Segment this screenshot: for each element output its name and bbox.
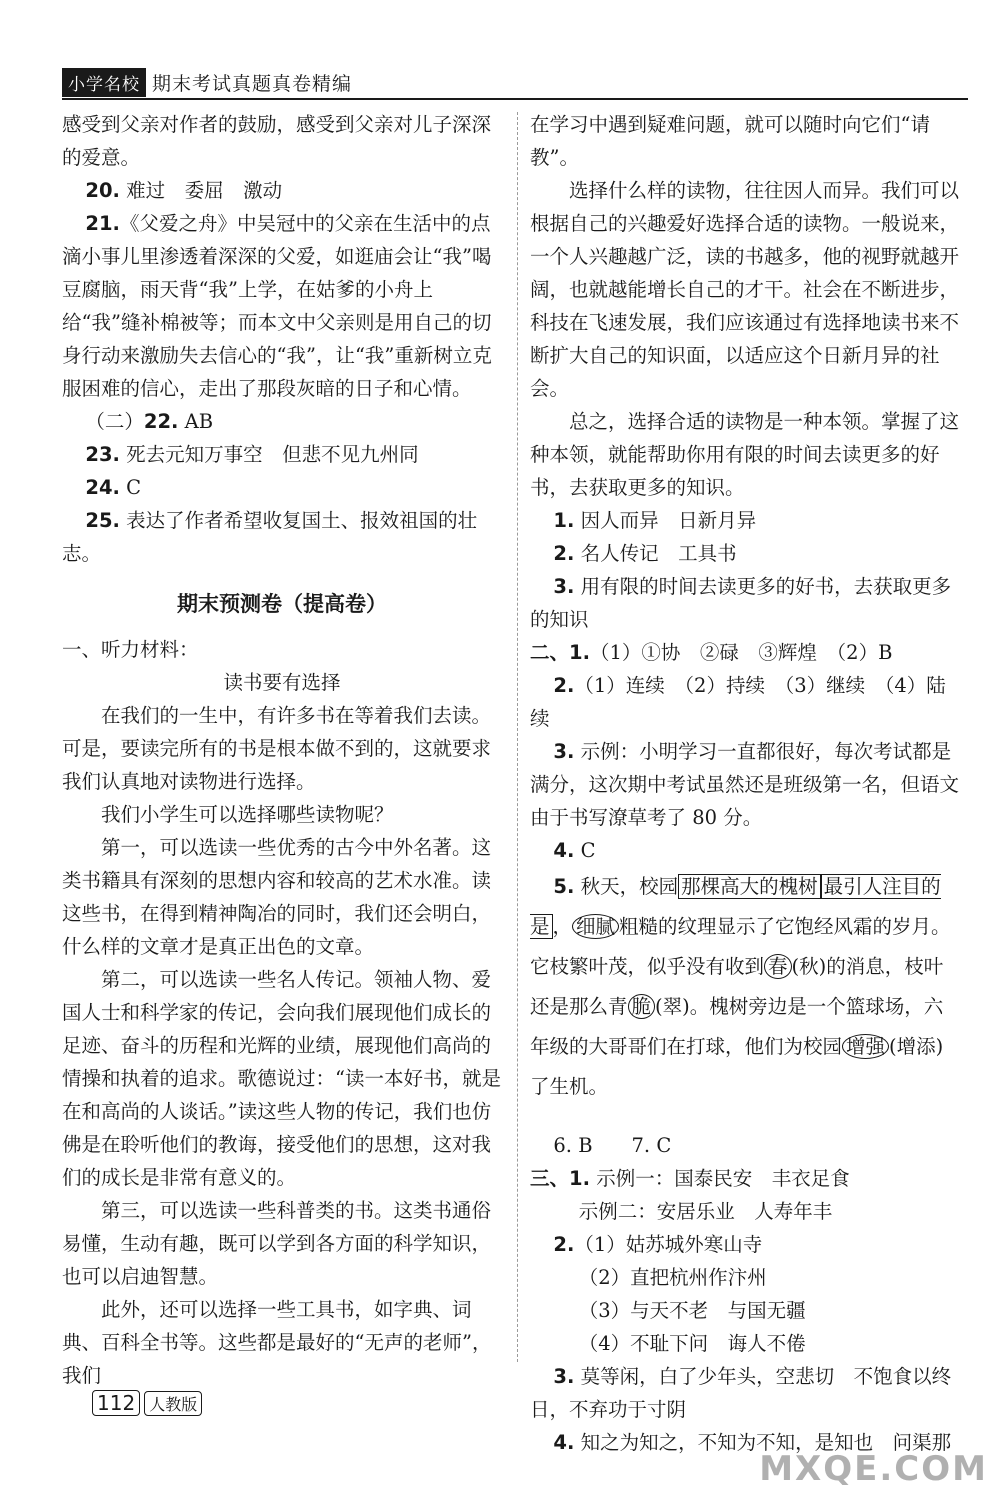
correction-insert: 翠 — [662, 995, 683, 1018]
passage-paragraph: 此外，还可以选择一些工具书，如字典、词典、百科全书等。这些都是最好的“无声的老师”，我们 — [62, 1298, 492, 1387]
page-header — [62, 68, 352, 96]
passage-paragraph: 总之，选择合适的读物是一种本领。掌握了这种本领，就能帮助你用有限的时间去读更多的好书，去获取更多的知识。 — [530, 410, 960, 499]
left-column — [62, 108, 502, 1392]
section-title: 期末预测卷（提高卷） — [177, 592, 387, 616]
column-divider — [517, 112, 518, 1362]
marked-phrase: 那棵高大的槐树 — [678, 874, 821, 899]
answer-21: 21.《父爱之舟》中吴冠中的父亲在生活中的点滴小事儿里渗透着深深的父爱，如逛庙会让“我”喝豆腐脑，雨天背“我”上学，在姑爹的小舟上给“我”缝补棉被等；而本文中父亲则是用自己的切身行动来激励失去信心的“我”，让“我”重新树立克服困难的信心，走出了那段灰暗的日子和心情。 — [62, 212, 492, 400]
corrected-word: 脆 — [628, 994, 656, 1019]
passage-paragraph: 第二，可以选读一些名人传记。领袖人物、爱国人士和科学家的传记，会向我们展现他们成长的足迹、奋斗的历程和光辉的业绩，展现他们高尚的情操和执着的追求。歌德说过：“读一本好书，就是在和高尚的人谈话。”读这些人物的传记，我们也仿佛是在聆听他们的教诲，接受他们的思想，这对我们的成长是非常有意义的。 — [62, 968, 501, 1189]
answer-a2: 2. 名人传记 工具书 — [553, 542, 737, 565]
watermark: MXQE.COM — [759, 1449, 988, 1489]
correction-insert: 秋 — [799, 955, 819, 978]
answer-b4: 4. C — [553, 839, 596, 862]
part-label: 一、听力材料： — [62, 638, 199, 661]
answer-c2-line: （4）不耻下问 诲人不倦 — [578, 1332, 806, 1355]
passage-paragraph: 第三，可以选读一些科普类的书。这类书通俗易懂，生动有趣，既可以学到各方面的科学知识，也可以启迪智慧。 — [62, 1199, 492, 1288]
edition-badge: 人教版 — [144, 1391, 202, 1416]
answer-text: 的爱意。 — [62, 146, 141, 169]
passage-paragraph: 我们小学生可以选择哪些读物呢？ — [101, 803, 394, 826]
answer-22: （二）22. AB — [85, 410, 214, 433]
correction-insert: 增添 — [896, 1035, 936, 1058]
passage-paragraph: 在我们的一生中，有许多书在等着我们去读。可是，要读完所有的书是根本做不到的，这就要求我们认真地对读物进行选择。 — [62, 704, 492, 793]
header-rule — [62, 98, 968, 100]
corrected-word: 细腻 — [572, 914, 619, 939]
answer-text: 感受到父亲对作者的鼓励，感受到父亲对儿子深深 — [62, 113, 492, 136]
answer-20: 20. 难过 委屈 激动 — [85, 179, 283, 202]
passage-title: 读书要有选择 — [223, 671, 341, 694]
passage-paragraph: 在学习中遇到疑难问题，就可以随时向它们“请教”。 — [530, 113, 930, 169]
answer-c2: 2.（1）姑苏城外寒山寺 — [553, 1233, 763, 1256]
page-number: 112 — [92, 1390, 140, 1416]
answer-25: 25. 表达了作者希望收复国土、报效祖国的壮志。 — [62, 509, 478, 565]
answer-23: 23. 死去元知万事空 但悲不见九州同 — [85, 443, 419, 466]
answer-c1: 三、1. 示例一：国泰民安 丰衣足食 — [530, 1167, 850, 1190]
passage-paragraph: 选择什么样的读物，往往因人而异。我们可以根据自己的兴趣爱好选择合适的读物。一般说来，一个人兴趣越广泛，读的书越多，他的视野就越开阔，也就越能增长自己的才干。社会在不断进步，科技在飞速发展，我们应该通过有选择地读书来不断扩大自己的知识面，以适应这个日新月异的社会。 — [530, 179, 960, 400]
marked-phrase: 最引人注目的是 — [530, 875, 941, 938]
answer-c4: 4. 知之为知之，不知为不知，是知也 问渠那 — [553, 1431, 952, 1454]
page-footer — [92, 1390, 202, 1416]
passage-paragraph: 第一，可以选读一些优秀的古今中外名著。这类书籍具有深刻的思想内容和较高的艺术水准。读这些书，在得到精神陶冶的同时，我们还会明白，什么样的文章才是真正出色的文章。 — [62, 836, 492, 958]
answer-b1: 二、1.（1）①协 ②碌 ③辉煌 （2）B — [530, 641, 893, 664]
answer-c1b: 示例二：安居乐业 人寿年丰 — [578, 1200, 833, 1223]
corrected-word: 春 — [764, 954, 792, 979]
answer-b3: 3. 示例：小明学习一直都很好，每次考试都是满分，这次期中考试虽然还是班级第一名，但语文由于书写潦草考了 80 分。 — [530, 740, 960, 829]
answer-a1: 1. 因人而异 日新月异 — [553, 509, 757, 532]
right-column — [530, 108, 962, 1459]
brand-label: 小学名校 — [62, 68, 146, 97]
answer-c2-line: （3）与天不老 与国无疆 — [578, 1299, 806, 1322]
answer-b2: 2.（1）连续 （2）持续 （3）继续 （4）陆续 — [530, 674, 946, 730]
answer-c2-line: （2）直把杭州作汴州 — [578, 1266, 767, 1289]
series-title: 期末考试真题真卷精编 — [152, 72, 353, 95]
corrected-word: 增强 — [842, 1034, 889, 1059]
answer-24: 24. C — [85, 476, 142, 499]
answer-c3: 3. 莫等闲，白了少年头，空悲切 不饱食以终日，不弃功于寸阴 — [530, 1365, 952, 1421]
answer-b67: 6. B 7. C — [553, 1134, 672, 1157]
answer-b5: 5. 秋天，校园 那棵高大的槐树 最引人注目的是 ， 细腻 粗糙的纹理显示了它饱经风霜的岁月。它枝繁叶茂，似乎没有收到 春 (秋)的消息，枝叶还是那么青 脆 (翠)。槐树旁边是一个篮球场，六年级的大哥哥们在打球，他们为校园 增强 (增添)了生机。 — [530, 875, 951, 1098]
answer-a3: 3. 用有限的时间去读更多的好书，去获取更多的知识 — [530, 575, 952, 631]
